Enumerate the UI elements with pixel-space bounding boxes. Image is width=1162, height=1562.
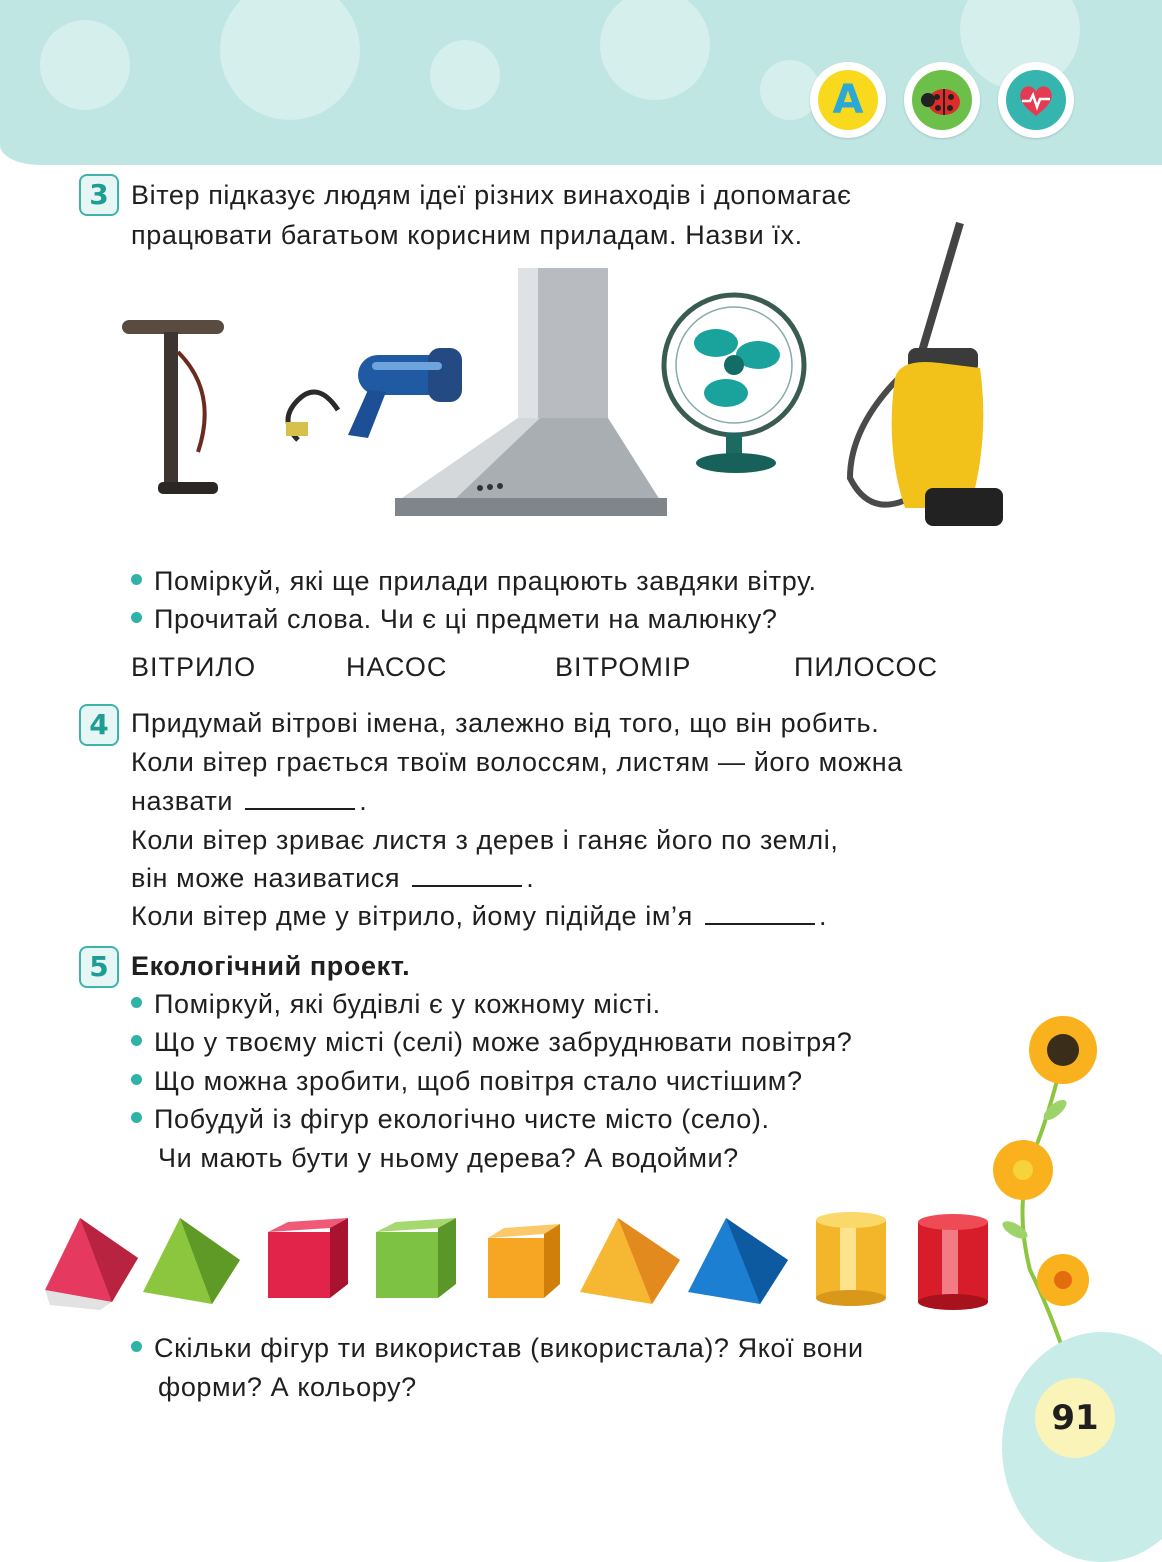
bullet-dot — [131, 1074, 142, 1085]
task-5-bullet-4: Побудуй із фігур екологічно чисте місто (село). — [131, 1104, 770, 1135]
task-5-bullet-5-continuation: форми? А кольору? — [158, 1372, 417, 1402]
green-prism — [143, 1218, 240, 1304]
red-cylinder — [918, 1214, 988, 1310]
sunflower-icon — [993, 1140, 1053, 1200]
vacuum-cleaner-image — [830, 218, 1010, 533]
task-3-number: 3 — [79, 174, 119, 216]
green-cube — [376, 1218, 456, 1298]
word-pylosos: ПИЛОСОС — [794, 652, 938, 682]
task-5-bullet-3: Що можна зробити, щоб повітря стало чистішим? — [131, 1066, 803, 1097]
answer-blank-2[interactable] — [412, 865, 522, 887]
bullet-dot — [131, 1112, 142, 1123]
word-vitromir: ВІТРОМІР — [555, 652, 692, 682]
bullet-dot — [131, 574, 142, 585]
task-5-title: Екологічний проект. — [131, 951, 411, 981]
bullet-dot — [131, 612, 142, 623]
task-4-line-6: Коли вітер дме у вітрило, йому підійде ім’я . — [131, 901, 828, 931]
pink-prism — [45, 1218, 138, 1310]
word-vitrylo: ВІТРИЛО — [131, 652, 257, 682]
page-number: 91 — [1035, 1378, 1115, 1458]
electric-fan-image — [656, 295, 816, 475]
letter-a-badge — [810, 62, 886, 138]
task-5-bullet-5: Скільки фігур ти використав (використала)? Якої вони — [131, 1333, 864, 1364]
sunflower-icon — [1037, 1254, 1089, 1306]
letter-a-icon: A — [832, 77, 864, 123]
bullet-dot — [131, 1035, 142, 1046]
bullet-dot — [131, 997, 142, 1008]
task-3-text-line-2: працювати багатьом корисним приладам. Назви їх. — [131, 220, 803, 250]
topic-badges — [810, 62, 1074, 138]
task-5-bullet-1: Поміркуй, які будівлі є у кожному місті. — [131, 989, 661, 1020]
answer-blank-3[interactable] — [705, 903, 815, 925]
task-5-bullet-2: Що у твоєму місті (селі) може забруднювати повітря? — [131, 1027, 852, 1058]
orange-cube — [488, 1224, 560, 1298]
task-4-line-1: Придумай вітрові імена, залежно від того, що він робить. — [131, 708, 880, 738]
blue-prism — [688, 1218, 788, 1304]
task-5-number: 5 — [79, 946, 119, 988]
task-4-line-2: Коли вітер грається твоїм волоссям, листям — його можна — [131, 747, 903, 777]
task-3-bullet-1: Поміркуй, які ще прилади працюють завдяки вітру. — [131, 566, 817, 597]
task-4-line-5: він може називатися . — [131, 863, 535, 893]
task-3-text-line-1: Вітер підказує людям ідеї різних винаходів і допомагає — [131, 180, 852, 210]
ladybug-badge — [904, 62, 980, 138]
air-pump-image — [118, 312, 228, 497]
yellow-prism — [580, 1218, 680, 1304]
sunflower-decoration — [985, 1010, 1115, 1380]
task-4-line-3: назвати . — [131, 786, 368, 816]
bullet-dot — [131, 1341, 142, 1352]
answer-blank-1[interactable] — [245, 788, 355, 810]
kitchen-hood-image — [390, 268, 670, 528]
task-3-bullet-2: Прочитай слова. Чи є ці предмети на малюнку? — [131, 604, 778, 635]
heart-pulse-icon — [1016, 82, 1056, 118]
task-5-continuation: Чи мають бути у ньому дерева? А водойми? — [158, 1143, 739, 1173]
task-4-line-4: Коли вітер зриває листя з дерев і ганяє його по землі, — [131, 825, 839, 855]
heart-badge — [998, 62, 1074, 138]
shapes-row — [40, 1210, 1000, 1310]
ladybug-icon — [920, 82, 964, 118]
red-cube — [268, 1218, 348, 1298]
word-nasos: НАСОС — [346, 652, 448, 682]
yellow-cylinder — [816, 1212, 886, 1306]
task-4-number: 4 — [79, 704, 119, 746]
sunflower-icon — [1029, 1016, 1097, 1084]
